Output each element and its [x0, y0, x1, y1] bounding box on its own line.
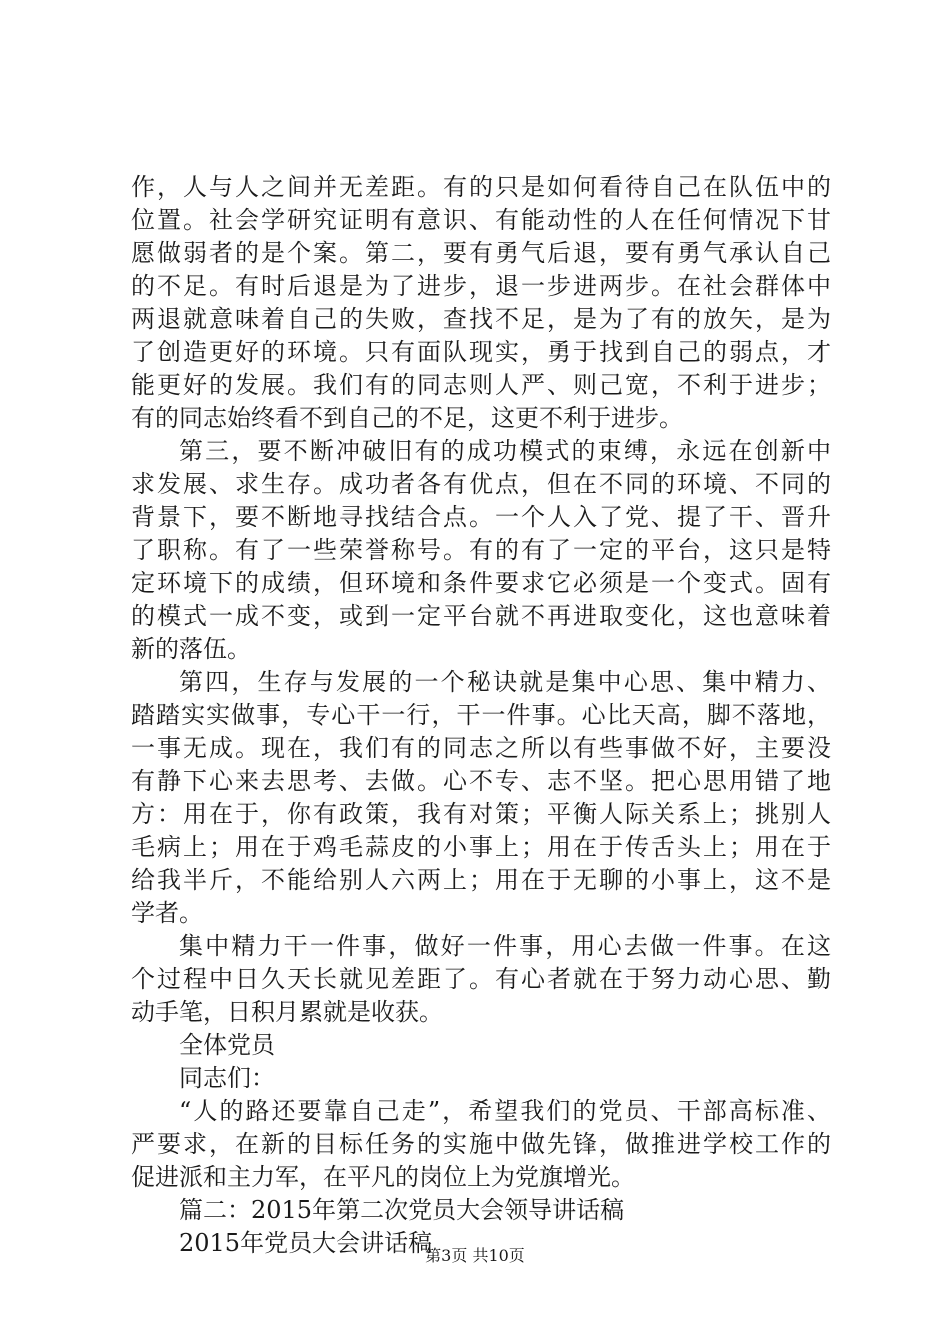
text-line: 新的落伍。	[131, 635, 251, 663]
text-line: 的模式一成不变，或到一定平台就不再进取变化，这也意味着	[131, 602, 831, 630]
text-line: 集中精力干一件事，做好一件事，用心去做一件事。在这	[179, 932, 831, 960]
text-line: 同志们：	[179, 1064, 275, 1092]
text-line: 了职称。有了一些荣誉称号。有的有了一定的平台，这只是特	[131, 536, 831, 564]
text-line: “人的路还要靠自己走”，希望我们的党员、干部高标准、	[179, 1097, 831, 1125]
text-line: 第四，生存与发展的一个秘诀就是集中心思、集中精力、	[179, 668, 831, 696]
text-line: 动手笔，日积月累就是收获。	[131, 998, 443, 1026]
text-line: 一事无成。现在，我们有的同志之所以有些事做不好，主要没	[131, 734, 831, 762]
text-line: 的不足。有时后退是为了进步，退一步进两步。在社会群体中	[131, 272, 831, 300]
text-line: 愿做弱者的是个案。第二，要有勇气后退，要有勇气承认自己	[131, 239, 831, 267]
text-line: 踏踏实实做事，专心干一行，干一件事。心比天高，脚不落地，	[131, 701, 831, 729]
page-footer: 第3页 共10页	[425, 1246, 525, 1265]
text-line: 求发展、求生存。成功者各有优点，但在不同的环境、不同的	[131, 470, 831, 498]
text-line: 有的同志始终看不到自己的不足，这更不利于进步。	[131, 404, 683, 432]
text-line: 第三，要不断冲破旧有的成功模式的束缚，永远在创新中	[179, 437, 831, 465]
text-line: 背景下，要不断地寻找结合点。一个人入了党、提了干、晋升	[131, 503, 831, 531]
text-line: 促进派和主力军，在平凡的岗位上为党旗增光。	[131, 1163, 635, 1191]
text-line: 篇二：2015年第二次党员大会领导讲话稿	[179, 1196, 625, 1224]
text-line: 有静下心来去思考、去做。心不专、志不坚。把心思用错了地	[131, 767, 831, 795]
text-line: 两退就意味着自己的失败，查找不足，是为了有的放矢，是为	[131, 305, 831, 333]
text-line: 全体党员	[179, 1031, 275, 1059]
body-text	[131, 171, 831, 1260]
text-line: 位置。社会学研究证明有意识、有能动性的人在任何情况下甘	[131, 206, 831, 234]
text-line: 个过程中日久天长就见差距了。有心者就在于努力动心思、勤	[131, 965, 831, 993]
text-line: 定环境下的成绩，但环境和条件要求它必须是一个变式。固有	[131, 569, 831, 597]
text-line: 能更好的发展。我们有的同志则人严、则己宽，不利于进步；	[131, 371, 831, 399]
text-line: 严要求，在新的目标任务的实施中做先锋，做推进学校工作的	[131, 1130, 831, 1158]
text-line: 了创造更好的环境。只有面队现实，勇于找到自己的弱点，才	[131, 338, 831, 366]
text-line: 给我半斤，不能给别人六两上；用在于无聊的小事上，这不是	[131, 866, 831, 894]
text-line: 2015年党员大会讲话稿	[179, 1229, 433, 1257]
text-line: 毛病上；用在于鸡毛蒜皮的小事上；用在于传舌头上；用在于	[131, 833, 831, 861]
text-line: 作，人与人之间并无差距。有的只是如何看待自己在队伍中的	[131, 173, 831, 201]
text-line: 学者。	[131, 899, 203, 927]
text-line: 方：用在于，你有政策，我有对策；平衡人际关系上；挑别人	[131, 800, 831, 828]
